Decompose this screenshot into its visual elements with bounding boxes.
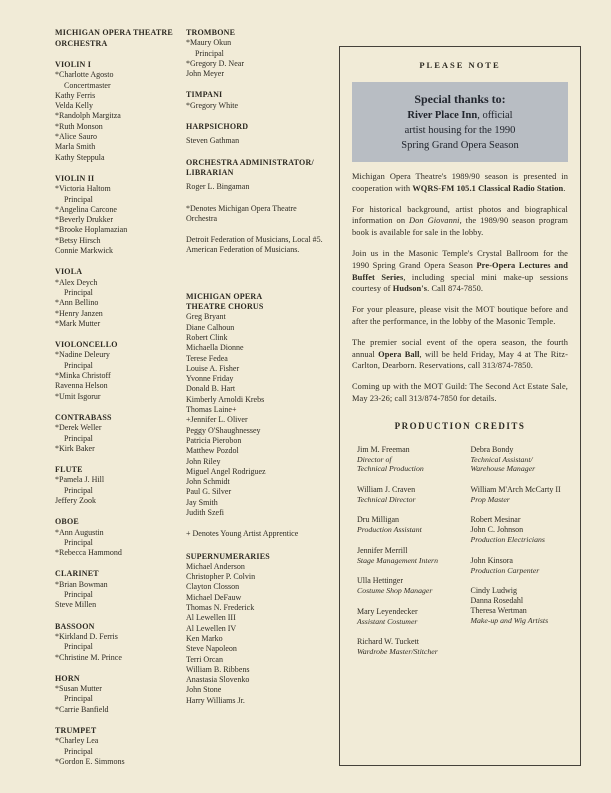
please-note-heading: PLEASE NOTE — [419, 60, 501, 70]
special-thanks-line — [358, 138, 562, 153]
credit-name: Danna Rosedahl — [470, 596, 524, 606]
text-segment: Spring Grand Opera Season — [401, 140, 519, 151]
section-bassoon — [55, 622, 177, 663]
credit-entry — [471, 556, 569, 576]
text-segment: Don Giovanni — [409, 216, 460, 226]
member-name: Michael Anderson — [186, 561, 245, 571]
credit-entry — [471, 485, 569, 505]
member-name: *Rebecca Hammond — [55, 548, 122, 558]
member-name: *Alice Sauro — [55, 132, 97, 142]
credit-entry — [357, 637, 455, 657]
section-heading: VIOLA — [55, 267, 83, 277]
member-name: *Pamela J. Hill — [55, 475, 105, 485]
member-name: Roger L. Bingaman — [186, 182, 250, 192]
text-segment: The premier social event of the opera season, the fourth annual — [352, 337, 568, 359]
credit-entry — [471, 586, 569, 626]
member-role: Principal — [64, 590, 93, 600]
credit-name: John C. Johnson — [470, 525, 524, 535]
member-name: Ken Marko — [186, 633, 223, 643]
text-segment: artist housing for the 1990 — [404, 125, 516, 136]
text-segment: Opera Ball — [378, 349, 420, 359]
note-text: Detroit Federation of Musicians, Local #5. American Federation of Musicians. — [186, 235, 323, 255]
member-name: Connie Markwick — [55, 246, 113, 256]
special-thanks-box — [352, 82, 568, 162]
credit-name: Jim M. Freeman — [357, 444, 410, 454]
member-name: *Umit Isgorur — [55, 391, 101, 401]
text-segment: , will be held Friday, May 4 at The Ritz-Carlton, Dearborn. Reservations, call 313/874-7850. — [352, 349, 568, 371]
member-name: *Charlotte Agosto — [55, 70, 114, 80]
credit-role: Production Assistant — [357, 525, 422, 535]
text-segment: River Place Inn — [407, 110, 478, 121]
orchestra-title: MICHIGAN OPERA THEATRE ORCHESTRA — [55, 28, 173, 48]
member-name: Louise A. Fisher — [186, 363, 240, 373]
member-name: *Gregory D. Near — [186, 58, 244, 68]
section-violin-i — [55, 60, 177, 163]
production-credits — [352, 445, 568, 668]
section-heading: VIOLIN II — [55, 173, 95, 183]
section-heading: HORN — [55, 673, 80, 683]
section-viola — [55, 267, 177, 329]
section-heading: BASSOON — [55, 621, 95, 631]
section-trombone — [186, 28, 324, 79]
member-name: Peggy O'Shaughnessey — [186, 425, 261, 435]
section-heading: SUPERNUMERARIES — [186, 551, 270, 561]
section-heading: OBOE — [55, 517, 79, 527]
text-segment: , the 1989/90 season program book is available for sale in the lobby. — [352, 216, 568, 238]
member-role: Principal — [64, 433, 93, 443]
orchestra-column-1 — [55, 28, 177, 778]
member-name: *Brian Bowman — [55, 579, 108, 589]
text-segment: Join us in the Masonic Temple's Crystal Ballroom for the 1990 Spring Grand Opera Season — [352, 248, 568, 270]
credit-name: William M'Arch McCarty II — [470, 484, 561, 494]
member-name: Yvonne Friday — [186, 374, 234, 384]
member-name: *Derek Weller — [55, 423, 102, 433]
text-segment: Hudson's — [392, 284, 428, 294]
credit-name: William J. Craven — [357, 484, 416, 494]
member-name: *Carrie Banfield — [55, 704, 109, 714]
text-segment: , official — [477, 110, 513, 121]
text-segment: For historical background, artist photos and biographical information on — [352, 204, 568, 226]
credit-role: Warehouse Manager — [470, 464, 536, 474]
member-name: Matthew Pozdol — [186, 446, 239, 456]
section-violoncello — [55, 340, 177, 402]
member-name: *Mark Mutter — [55, 318, 101, 328]
member-name: *Gordon E. Simmons — [55, 756, 125, 766]
credit-role: Production Electricians — [470, 535, 545, 545]
text-segment: . — [563, 183, 566, 193]
credit-role: Technical Director — [357, 494, 416, 504]
member-name: *Kirk Baker — [55, 443, 95, 453]
section-heading: CONTRABASS — [55, 412, 112, 422]
member-name: Paul G. Silver — [186, 487, 232, 497]
credit-name: Robert Mesinar — [470, 515, 521, 525]
notice-paragraph — [352, 337, 568, 372]
member-name: Ravenna Helson — [55, 381, 108, 391]
member-role: Concertmaster — [64, 80, 111, 90]
credit-entry — [357, 576, 455, 596]
special-thanks-line — [358, 108, 562, 123]
member-role: Principal — [64, 537, 93, 547]
member-name: *Henry Janzen — [55, 308, 103, 318]
credit-role: Technical Production — [357, 464, 424, 474]
section-contrabass — [55, 413, 177, 454]
member-name: Kathy Ferris — [55, 90, 96, 100]
credit-role: Stage Management Intern — [357, 555, 438, 565]
credit-name: John Kinsora — [470, 555, 513, 565]
member-name: *Minka Christoff — [55, 371, 111, 381]
member-name: Miguel Angel Rodriguez — [186, 466, 266, 476]
credit-entry — [357, 485, 455, 505]
text-segment: Pre-Opera Lectures and Buffet Series — [352, 260, 568, 282]
section-heading: HARPSICHORD — [186, 122, 249, 132]
text-segment: . Call 874-7850. — [427, 284, 484, 294]
member-name: Kathy Steppula — [55, 152, 105, 162]
note-text: + Denotes Young Artist Apprentice — [186, 529, 299, 539]
text-segment: For your pleasure, please visit the MOT boutique before and after the performance, in the lobby of the Masonic Temple. — [352, 305, 568, 326]
section-heading: MICHIGAN OPERA THEATRE CHORUS — [186, 291, 264, 312]
member-name: Velda Kelly — [55, 101, 93, 111]
text-segment: WQRS-FM 105.1 Classical Radio Station — [412, 183, 564, 193]
credits-column-right — [471, 445, 569, 668]
member-name: *Randolph Margitza — [55, 111, 121, 121]
orchestra-column-2 — [186, 28, 324, 717]
credit-entry — [357, 607, 455, 627]
member-name: Greg Bryant — [186, 312, 226, 322]
member-name: *Victoria Haltom — [55, 184, 111, 194]
member-name: Al Lewellen IV — [186, 623, 237, 633]
member-role: Principal — [64, 360, 93, 370]
member-name: *Susan Mutter — [55, 684, 102, 694]
member-name: John Stone — [186, 685, 222, 695]
member-name: Terese Fedea — [186, 353, 228, 363]
member-name: +Jennifer L. Oliver — [186, 415, 248, 425]
member-name: Jeffery Zook — [55, 495, 96, 505]
member-name: Robert Clink — [186, 332, 228, 342]
member-name: Donald B. Hart — [186, 384, 236, 394]
credit-name: Mary Leyendecker — [357, 606, 418, 616]
member-name: Thomas N. Frederick — [186, 603, 255, 613]
member-name: *Christine M. Prince — [55, 652, 122, 662]
section-harpsichord — [186, 122, 324, 147]
text-segment: Michigan Opera Theatre's 1989/90 season is presented in cooperation with — [352, 172, 568, 193]
notice-paragraph — [352, 381, 568, 405]
credit-entry — [357, 445, 455, 474]
section-horn — [55, 674, 177, 715]
member-role: Principal — [64, 485, 93, 495]
member-name: *Beverly Drukker — [55, 215, 113, 225]
member-name: Michaella Dionne — [186, 343, 244, 353]
member-name: *Maury Okun — [186, 38, 232, 48]
note-text: *Denotes Michigan Opera Theatre Orchestra — [186, 203, 297, 223]
section-trumpet — [55, 726, 177, 767]
member-name: Diane Calhoun — [186, 322, 235, 332]
member-role: Principal — [64, 287, 93, 297]
credit-entry — [471, 445, 569, 474]
member-name: *Ann Augustin — [55, 527, 104, 537]
member-name: Judith Szefi — [186, 507, 224, 517]
text-segment: Coming up with the MOT Guild: The Second Act Estate Sale, May 23-26; call 313/874-7850 for details. — [352, 382, 568, 403]
member-name: *Ruth Monson — [55, 121, 103, 131]
member-name: Jay Smith — [186, 497, 218, 507]
notice-paragraph — [352, 304, 568, 328]
section-heading: CLARINET — [55, 569, 99, 579]
credit-name: Cindy Ludwig — [470, 586, 517, 596]
section-heading: VIOLIN I — [55, 60, 92, 69]
member-role: Principal — [64, 642, 93, 652]
section-heading: TRUMPET — [55, 726, 97, 736]
member-name: Patricia Pierobon — [186, 435, 242, 445]
member-role: Principal — [64, 746, 93, 756]
member-name: John Riley — [186, 456, 221, 466]
section-timpani — [186, 90, 324, 111]
credit-role: Prop Master — [470, 494, 510, 504]
member-name: Marla Smith — [55, 142, 96, 152]
member-name: *Alex Deych — [55, 277, 98, 287]
member-name: John Meyer — [186, 69, 224, 79]
credit-entry — [357, 546, 455, 566]
credit-role: Costume Shop Manager — [357, 586, 433, 596]
member-name: *Angelina Carcone — [55, 204, 117, 214]
credit-name: Dru Milligan — [357, 515, 399, 525]
section-heading: FLUTE — [55, 465, 83, 475]
section-heading: VIOLONCELLO — [55, 340, 118, 350]
special-thanks-line — [358, 91, 562, 108]
special-thanks-line — [358, 123, 562, 138]
credit-name: Ulla Hettinger — [357, 576, 403, 586]
credits-column-left — [357, 445, 455, 668]
credit-role: Technical Assistant/ — [470, 454, 533, 464]
credit-name: Jennifer Merrill — [357, 545, 408, 555]
member-role: Principal — [64, 694, 93, 704]
production-credits-title: PRODUCTION CREDITS — [394, 420, 526, 431]
notice-paragraph — [352, 171, 568, 195]
credit-role: Make-up and Wig Artists — [470, 616, 549, 626]
member-role: Principal — [195, 48, 224, 58]
credit-role: Director of — [357, 454, 392, 464]
member-name: Harry Williams Jr. — [186, 695, 245, 705]
section-violin-ii — [55, 174, 177, 256]
text-segment: Special thanks to: — [414, 92, 506, 106]
member-name: William B. Ribbens — [186, 664, 250, 674]
member-name: *Brooke Hoplamazian — [55, 225, 128, 235]
notice-paragraph — [352, 248, 568, 295]
member-name: John Schmidt — [186, 477, 230, 487]
section-heading: ORCHESTRA ADMINISTRATOR/ LIBRARIAN — [186, 157, 314, 177]
notice-paragraphs — [352, 171, 568, 405]
member-name: *Ann Bellino — [55, 298, 99, 308]
credit-role: Wardrobe Master/Stitcher — [357, 647, 438, 657]
member-name: *Kirkland D. Ferris — [55, 631, 118, 641]
member-name: Steve Millen — [55, 600, 97, 610]
member-name: Kimberly Arnoldi Krebs — [186, 394, 265, 404]
member-name: Michael DeFauw — [186, 592, 242, 602]
member-name: Steve Napoleon — [186, 644, 237, 654]
member-name: Anastasia Slovenko — [186, 675, 250, 685]
member-name: Terri Orcan — [186, 654, 223, 664]
member-name: *Charley Lea — [55, 736, 99, 746]
member-name: Clayton Closson — [186, 582, 240, 592]
section-supernumeraries — [186, 552, 324, 706]
text-segment: , including special mini make-up sessions courtesy of — [352, 272, 568, 294]
orchestra-sections — [55, 60, 177, 767]
member-name: *Nadine Deleury — [55, 350, 110, 360]
section-flute — [55, 465, 177, 506]
member-name: *Gregory White — [186, 100, 239, 110]
member-name: Christopher P. Colvin — [186, 572, 256, 582]
section-michigan-opera-theatre-chorus — [186, 292, 324, 519]
notice-paragraph — [352, 204, 568, 239]
member-name: Thomas Laine+ — [186, 405, 237, 415]
credit-name: Richard W. Tuckett — [357, 637, 420, 647]
member-name: Al Lewellen III — [186, 613, 236, 623]
credit-entry — [357, 515, 455, 535]
credit-name: Debra Bondy — [470, 444, 514, 454]
member-name: Steven Gathman — [186, 136, 240, 146]
member-name: *Betsy Hirsch — [55, 235, 101, 245]
notice-panel — [339, 46, 581, 766]
section-clarinet — [55, 569, 177, 610]
credit-entry — [471, 515, 569, 545]
member-role: Principal — [64, 194, 93, 204]
section-heading: TIMPANI — [186, 90, 223, 100]
credit-name: Theresa Wertman — [470, 606, 527, 616]
section-oboe — [55, 517, 177, 558]
credit-role: Production Carpenter — [470, 565, 540, 575]
credit-role: Assistant Costumer — [357, 616, 418, 626]
section-orchestra-administrator-librarian — [186, 158, 324, 193]
section-heading: TROMBONE — [186, 28, 236, 37]
